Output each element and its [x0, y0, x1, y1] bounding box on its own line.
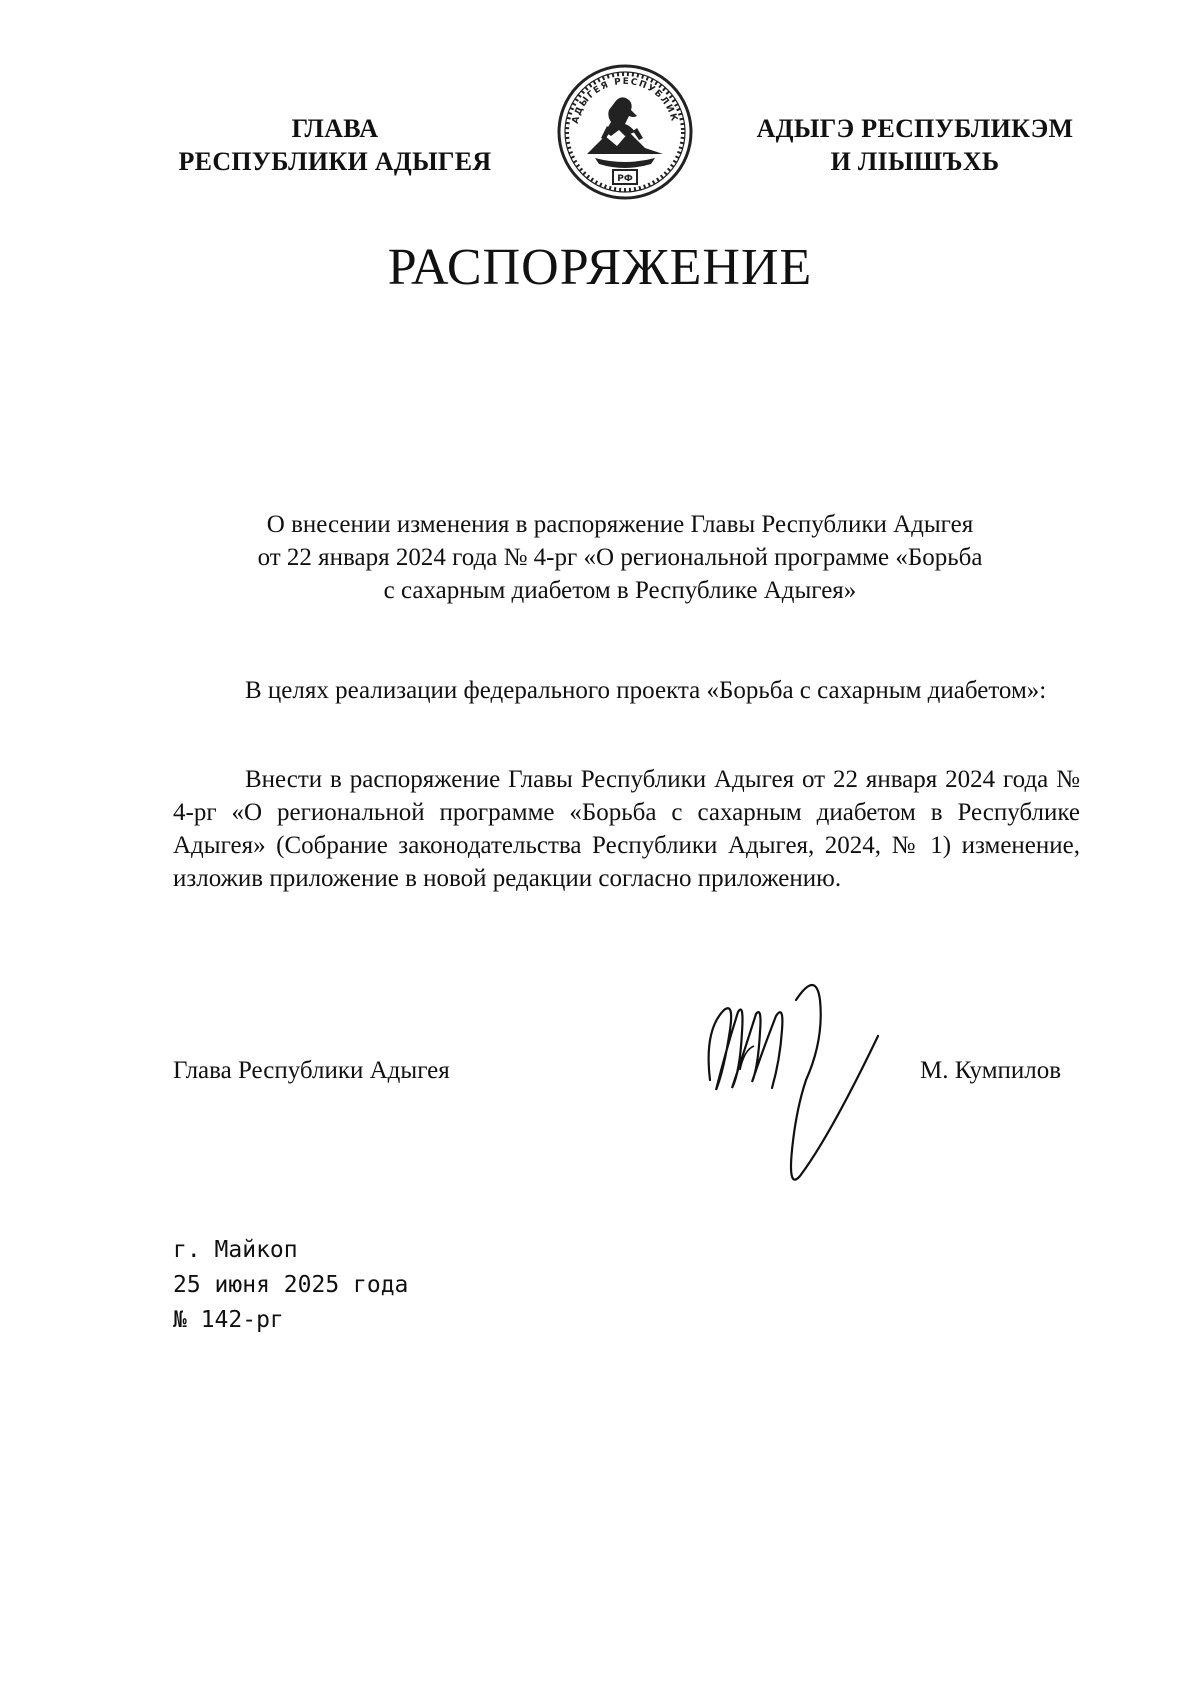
signatory-name: М. Кумпилов: [920, 1057, 1062, 1084]
meta-date: 25 июня 2025 года: [173, 1272, 409, 1298]
subject-line3: с сахарным диабетом в Республике Адыгея»: [383, 577, 857, 604]
header-right: [735, 112, 1095, 178]
subject-line2: от 22 января 2024 года № 4-рг «О региональной программе «Борьба: [257, 544, 983, 571]
meta-city: г. Майкоп: [173, 1237, 298, 1263]
meta-number: № 142-рг: [173, 1307, 284, 1333]
svg-text:РФ: РФ: [617, 174, 633, 184]
coat-of-arms-adygea-icon: [555, 62, 695, 202]
header-right-line1: АДЫГЭ РЕСПУБЛИКЭМ: [756, 114, 1074, 143]
body-paragraph-1: В целях реализации федерального проекта «Борьба с сахарным диабетом»:: [245, 677, 1047, 704]
body-paragraph-2: Внести в распоряжение Главы Республики Адыгея от 22 января 2024 года № 4-рг «О региональной программе «Борьба с сахарным диабетом в Республике Адыгея» (Собрание законодательства Республики Адыгея, 2024, № 1) изменение, изложив приложение в новой редакции согласно приложению.: [173, 766, 1080, 892]
header-left-line2: РЕСПУБЛИКИ АДЫГЕЯ: [178, 147, 492, 176]
header-left: [160, 112, 510, 178]
emblem-text: АДЫГЕЯ РЕСПУБЛИК: [570, 76, 680, 125]
header-right-line2: И ЛІЫШЪХЬ: [830, 147, 1000, 176]
subject-line1: О внесении изменения в распоряжение Главы Республики Адыгея: [266, 511, 974, 538]
document-subject: [180, 508, 1060, 607]
handwritten-signature-icon: [700, 960, 900, 1210]
document-meta: [173, 1233, 408, 1338]
header-left-line1: ГЛАВА: [291, 114, 379, 143]
signatory-position: Глава Республики Адыгея: [173, 1057, 450, 1084]
document-title: РАСПОРЯЖЕНИЕ: [387, 239, 813, 296]
